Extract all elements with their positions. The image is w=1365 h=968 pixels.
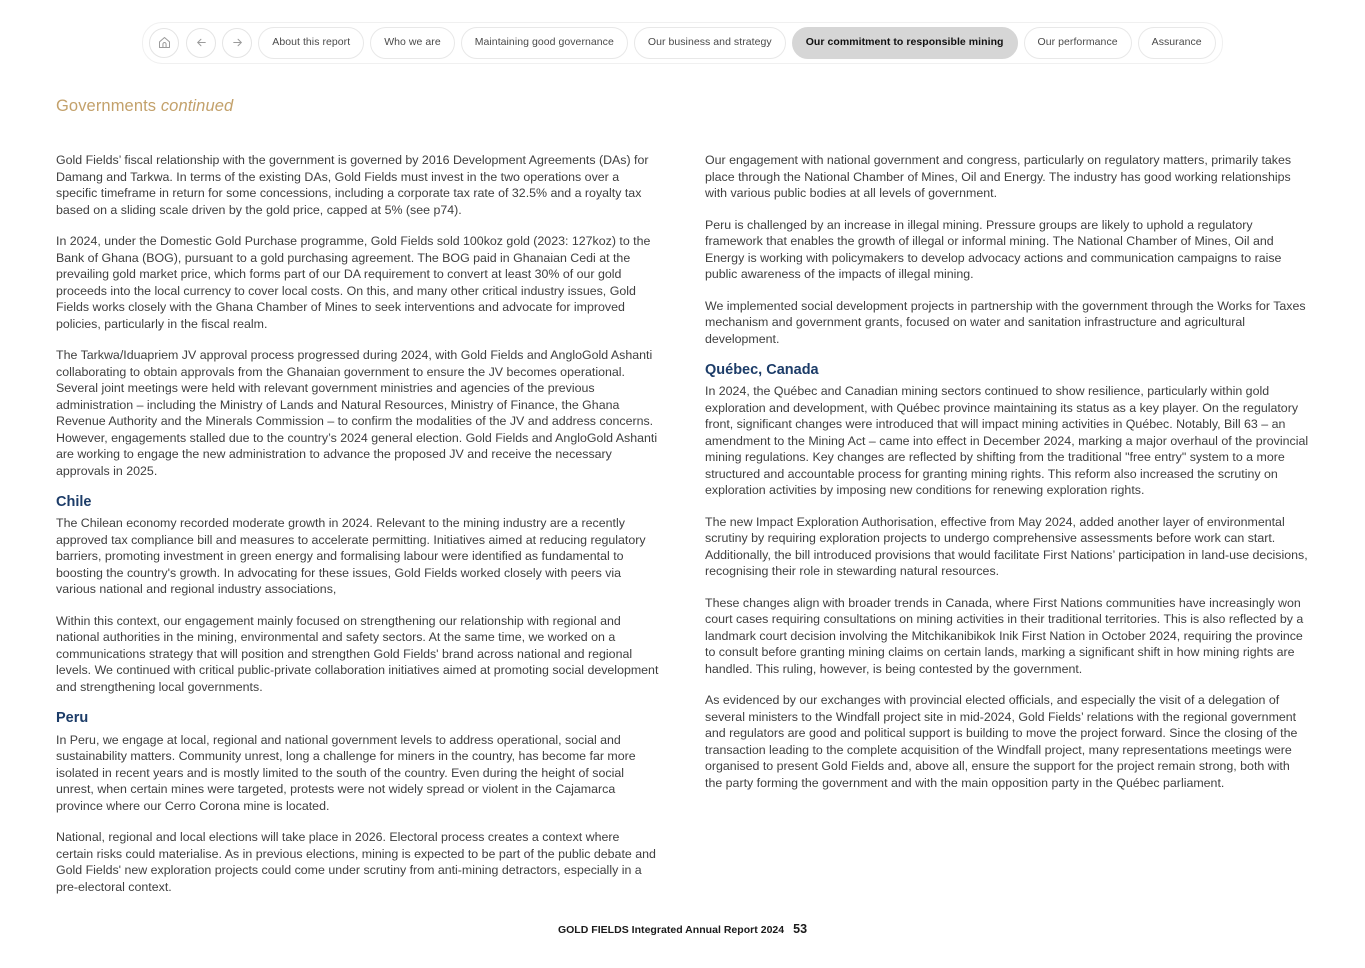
tab-our-performance[interactable]: Our performance: [1024, 27, 1132, 59]
section-heading-peru: Peru: [56, 710, 89, 727]
paragraph-illegal-mining: Peru is challenged by an increase in illegal mining. Pressure groups are likely to uphold a regulatory framework that enables the growth of illegal or informal mining. The National Chamber of Mines, Oil and Energy is working with policymakers to develop advocacy actions and communication campaigns to raise public awareness of the impacts of illegal mining.: [705, 217, 1282, 281]
tab-about-this-report[interactable]: About this report: [258, 27, 364, 59]
page-title-main: Governments: [56, 97, 157, 115]
section-heading-chile: Chile: [56, 494, 92, 510]
page-title-continued: continued: [160, 97, 234, 115]
navigation-pill-container: [142, 22, 1222, 64]
paragraph-ghana-fiscal: Gold Fields’ fiscal relationship with the government is governed by 2016 Development Agreements (DAs) for Damang and Tarkwa. In terms of the existing DAs, Gold Fields must invest in the two operations over a specific timeframe in return for some concessions, including a corporate tax rate of 32.5% and a royalty tax based on a sliding scale driven by the gold price, capped at 5% (see p74).: [56, 153, 649, 217]
arrow-right-icon: [231, 36, 244, 49]
paragraph-quebec-mining-sector: In 2024, the Québec and Canadian mining sectors continued to show resilience, particularly within gold exploration and development, with Québec province maintaining its status as a key player. On the regulatory front, significant changes were introduced that will impact mining activities in Québec. Notably, Bill 63 – an amendment to the Mining Act – came into effect in December 2024, marking a major overhaul of the provincial mining regulations. Key changes are reflected by shifting from the traditional "free entry" system to a more structured and accountable process for granting mining rights. This reform also increased the scrutiny on exploration activities by imposing new conditions for renewing exploration rights.: [705, 384, 1309, 498]
left-column: [56, 152, 660, 910]
page-footer: [0, 922, 1365, 936]
tab-assurance[interactable]: Assurance: [1138, 27, 1216, 59]
page-title: [56, 97, 233, 116]
paragraph-peru-engagement: In Peru, we engage at local, regional and national government levels to address operational, social and sustainability matters. Community unrest, long a challenge for miners in the country, has become far more isolated in recent years and is mostly limited to the south of the country. Even during the height of social unrest, when certain mines were targeted, protests were not widely spread or violent in the Cajamarca province where our Cerro Corona mine is located.: [56, 732, 636, 813]
paragraph-domestic-gold-purchase: In 2024, under the Domestic Gold Purchase programme, Gold Fields sold 100koz gold (2023: 127koz) to the Bank of Ghana (BOG), pursuant to a gold purchasing agreement. The BOG paid in Ghanaian Cedi at the prevailing gold market price, which forms part of our DA requirement to convert at least 30% of our gold proceeds into the local currency to cover local costs. On this, and many other critical industry issues, Gold Fields works closely with the Ghana Chamber of Mines to seek interventions and advocate for improved policies, particularly in the fiscal realm.: [56, 234, 651, 331]
footer-page-number: 53: [793, 922, 808, 936]
home-icon: [157, 35, 172, 50]
tab-who-we-are[interactable]: Who we are: [370, 27, 455, 59]
tab-our-business-and-strategy[interactable]: Our business and strategy: [634, 27, 786, 59]
arrow-left-icon: [195, 36, 208, 49]
paragraph-national-chamber: Our engagement with national government and congress, particularly on regulatory matters, primarily takes place through the National Chamber of Mines, Oil and Energy. The industry has good working relationships with various public bodies at all levels of government.: [705, 153, 1292, 200]
home-button[interactable]: [149, 28, 179, 58]
top-navigation-bar: [0, 22, 1365, 64]
section-heading-quebec-canada: Québec, Canada: [705, 362, 819, 378]
paragraph-tarkwa-iduapriem-jv: The Tarkwa/Iduapriem JV approval process progressed during 2024, with Gold Fields and AngloGold Ashanti collaborating to obtain approvals from the Ghanaian government to ensure the JV becomes operational. Several joint meetings were held with relevant government ministries and agencies of the previous administration – including the Ministry of Lands and Natural Resources, Ministry of Finance, the Ghana Revenue Authority and the Minerals Commission – to confirm the modalities of the JV and address concerns. However, engagements stalled due to the country’s 2024 general election. Gold Fields and AngloGold Ashanti are working to engage the new administration to advance the proposed JV and receive the necessary approvals in 2025.: [56, 348, 658, 478]
paragraph-first-nations-court-cases: These changes align with broader trends in Canada, where First Nations communities have increasingly won court cases requiring consultations on mining activities in their traditional territories. This is also reflected by a landmark court decision involving the Mitchikanibikok Inik First Nation in October 2024, requiring the province to consult before granting mining claims on certain lands, marking a significant shift in how mining rights are handled. This ruling, however, is being contested by the government.: [705, 595, 1304, 676]
tab-our-commitment-to-responsible-mining[interactable]: Our commitment to responsible mining: [792, 27, 1018, 59]
right-column: [705, 152, 1309, 910]
paragraph-impact-exploration-authorisation: The new Impact Exploration Authorisation, effective from May 2024, added another layer of environmental scrutiny by requiring exploration projects to undergo comprehensive assessments before work can start. Additionally, the bill introduced provisions that would facilitate First Nations’ participation in land-use decisions, recognising their role in stewarding natural resources.: [705, 514, 1308, 579]
footer-report-label: GOLD FIELDS Integrated Annual Report 2024: [557, 924, 785, 936]
back-button[interactable]: [186, 28, 216, 58]
tab-maintaining-good-governance[interactable]: Maintaining good governance: [461, 27, 628, 59]
paragraph-chile-economy: The Chilean economy recorded moderate growth in 2024. Relevant to the mining industry are a recently approved tax compliance bill and measures to accelerate permitting. Initiatives aimed at reducing regulatory barriers, promoting investment in green energy and formalising labour were identified as fundamental to boosting the country's growth. In advocating for these issues, Gold Fields worked closely with peers via various national and regional industry associations,: [56, 516, 646, 597]
paragraph-social-development: We implemented social development projects in partnership with the government through the Works for Taxes mechanism and government grants, focused on water and sanitation infrastructure and agricultural development.: [705, 298, 1306, 346]
paragraph-windfall-project: As evidenced by our exchanges with provincial elected officials, and especially the visit of a delegation of several ministers to the Windfall project site in mid-2024, Gold Fields’ relations with the regional government and regulators are good and political support is building to move the project forward. Since the closing of the transaction leading to the complete acquisition of the Windfall project, many representations meetings were organised to present Gold Fields and, above all, ensure the support for the project remain strong, both with the party forming the government and with the main opposition party in the Québec parliament.: [705, 693, 1298, 790]
article-body: [56, 152, 1309, 910]
forward-button[interactable]: [222, 28, 252, 58]
paragraph-peru-elections: National, regional and local elections will take place in 2026. Electoral process creates a context where certain risks could materialise. As in previous elections, mining is expected to be part of the public debate and Gold Fields' new exploration projects could come under scrutiny from anti-mining detractors, especially in a pre-electoral context.: [56, 830, 656, 894]
paragraph-chile-engagement: Within this context, our engagement mainly focused on strengthening our relationship with regional and national authorities in the mining, environmental and safety sectors. At the same time, we worked on a communications strategy that will position and strengthen Gold Fields' brand across national and regional levels. We continued with critical public-private collaboration initiatives aimed at promoting social development and strengthening local governments.: [56, 613, 659, 694]
